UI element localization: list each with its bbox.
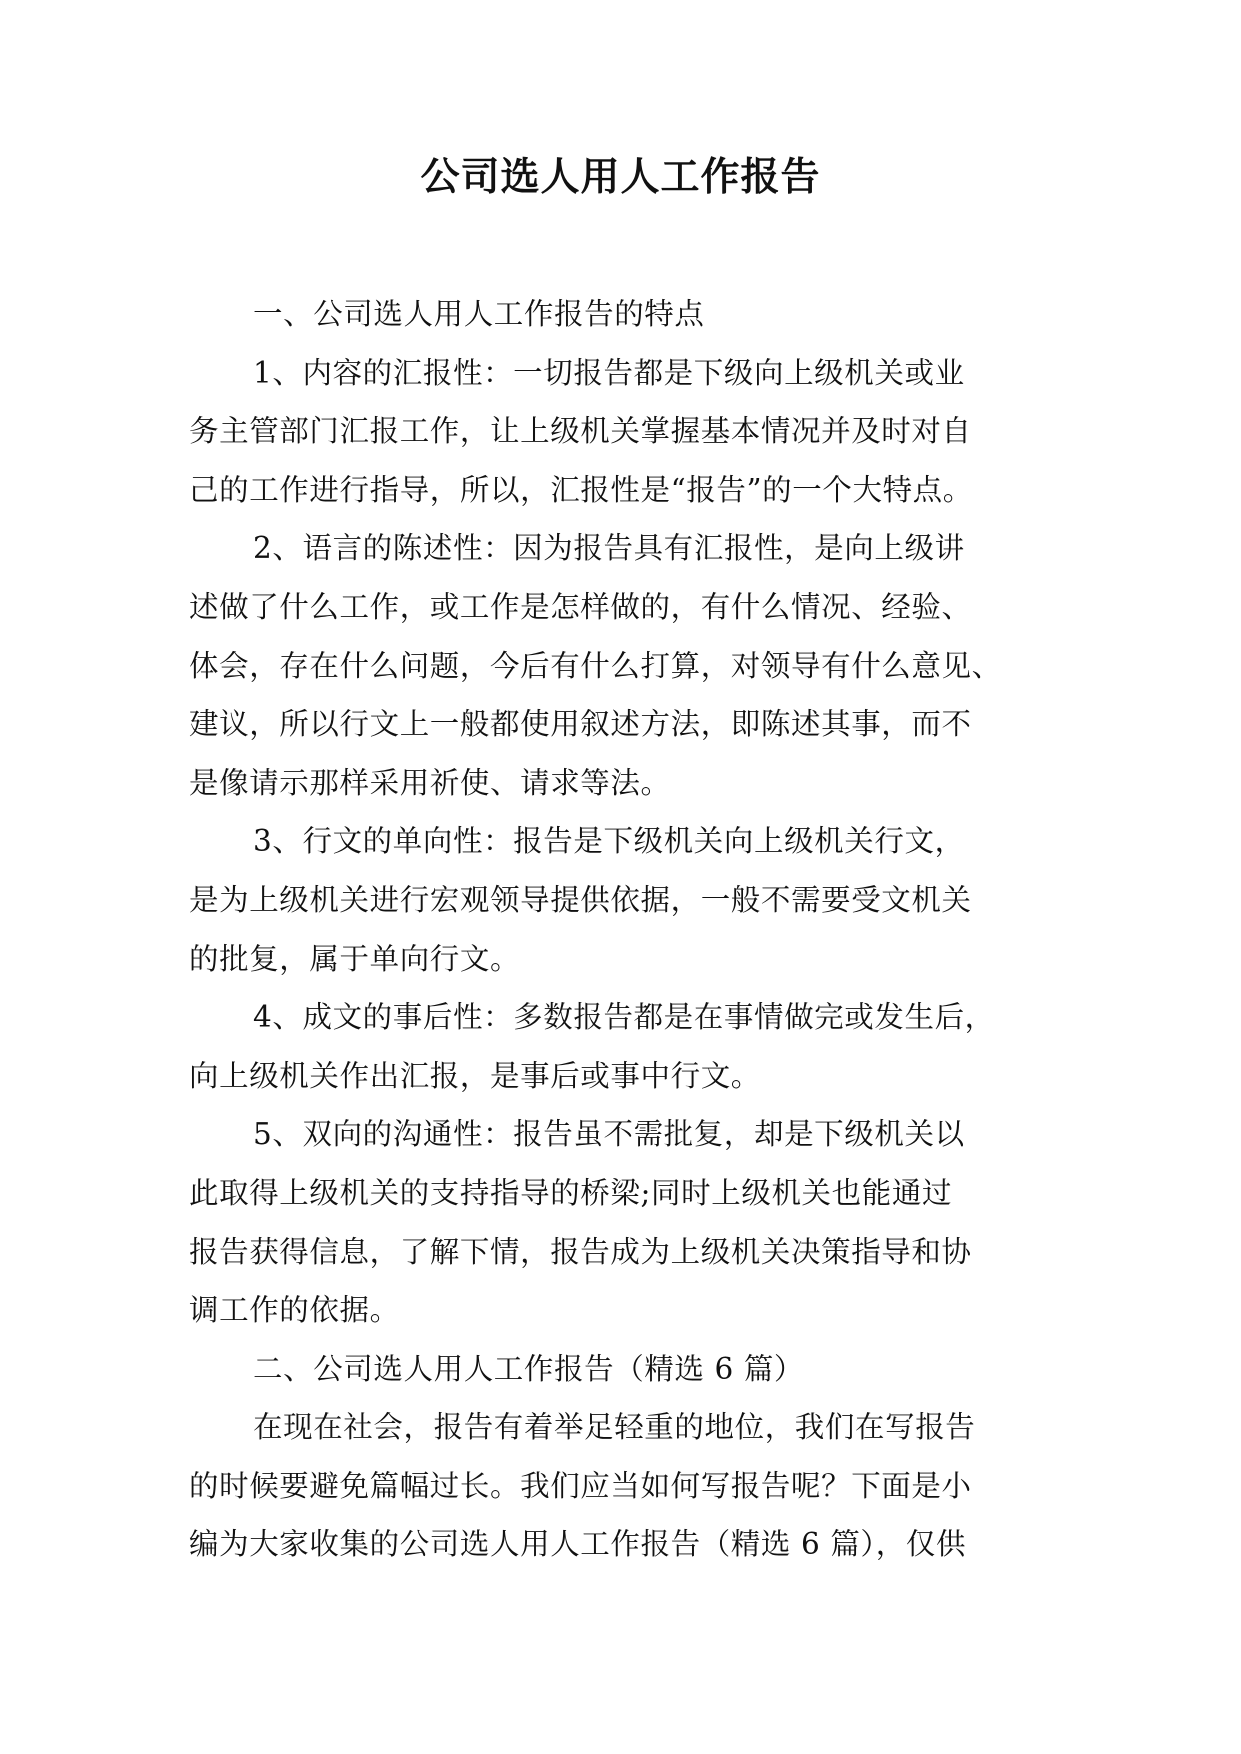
section-heading-2: 二、公司选人用人工作报告（精选 6 篇）: [253, 1351, 805, 1386]
paragraph-line: 4、成文的事后性：多数报告都是在事情做完或发生后，: [253, 1000, 995, 1035]
paragraph-line: 的时候要避免篇幅过长。我们应当如何写报告呢？下面是小: [189, 1468, 972, 1503]
paragraph-line: 2、语言的陈述性：因为报告具有汇报性，是向上级讲: [253, 531, 965, 566]
paragraph-line: 是像请示那样采用祈使、请求等法。: [189, 765, 671, 800]
paragraph-line: 是为上级机关进行宏观领导提供依据，一般不需要受文机关: [189, 882, 972, 917]
section-heading-1: 一、公司选人用人工作报告的特点: [253, 297, 705, 331]
paragraph-line: 己的工作进行指导，所以，汇报性是“报告”的一个大特点。: [189, 472, 973, 507]
document-title: 公司选人用人工作报告: [420, 155, 821, 200]
paragraph-line: 体会，存在什么问题，今后有什么打算，对领导有什么意见、: [189, 648, 1002, 683]
paragraph-line: 1、内容的汇报性：一切报告都是下级向上级机关或业: [253, 355, 965, 390]
paragraph-line: 此取得上级机关的支持指导的桥梁;同时上级机关也能通过: [189, 1175, 953, 1210]
paragraph-line: 5、双向的沟通性：报告虽不需批复，却是下级机关以: [253, 1117, 965, 1152]
paragraph-line: 务主管部门汇报工作，让上级机关掌握基本情况并及时对自: [189, 414, 972, 449]
paragraph-line: 的批复，属于单向行文。: [189, 941, 521, 976]
paragraph-line: 向上级机关作出汇报，是事后或事中行文。: [189, 1058, 761, 1093]
paragraph-line: 3、行文的单向性：报告是下级机关向上级机关行文，: [253, 824, 965, 859]
document-body: [189, 285, 1051, 1574]
paragraph-line: 在现在社会，报告有着举足轻重的地位，我们在写报告: [253, 1410, 976, 1445]
paragraph-line: 建议，所以行文上一般都使用叙述方法，即陈述其事，而不: [189, 707, 972, 742]
paragraph-line: 调工作的依据。: [189, 1293, 400, 1328]
paragraph-line: 报告获得信息，了解下情，报告成为上级机关决策指导和协: [189, 1234, 972, 1269]
paragraph-line: 述做了什么工作，或工作是怎样做的，有什么情况、经验、: [189, 589, 972, 624]
paragraph-line: 编为大家收集的公司选人用人工作报告（精选 6 篇），仅供: [189, 1527, 967, 1562]
